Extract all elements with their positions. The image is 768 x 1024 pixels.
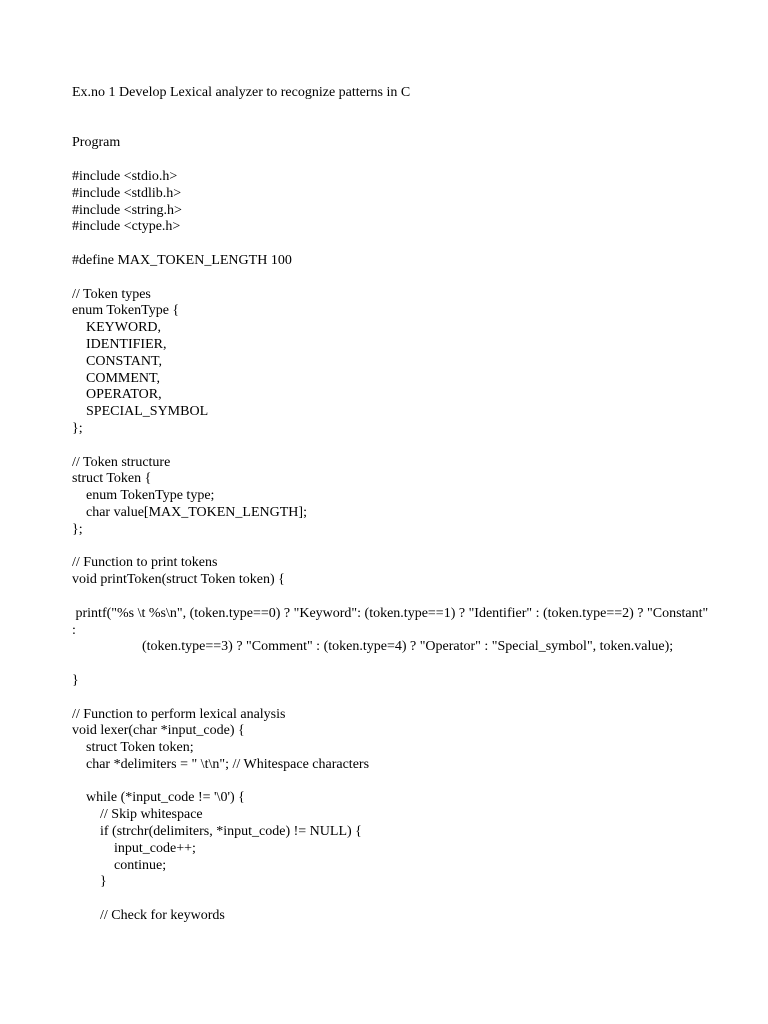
program-heading: Program (72, 135, 121, 150)
code-line: #include <string.h> (72, 202, 182, 218)
code-line: SPECIAL_SYMBOL (72, 404, 209, 420)
code-line: // Skip whitespace (72, 807, 203, 823)
code-line: KEYWORD, (72, 320, 162, 336)
code-line: COMMENT, (72, 370, 161, 386)
code-line: printf("%s \t %s\n", (token.type==0) ? "Keyword": (token.type==1) ? "Identifier" : (token.type==2) ? "Constant" : (72, 605, 712, 638)
code-line (72, 891, 712, 908)
code-line: while (*input_code != '\0') { (72, 790, 245, 806)
code-line (72, 690, 712, 707)
code-line: OPERATOR, (72, 387, 162, 403)
code-line: // Token structure (72, 454, 171, 470)
code-line: #include <ctype.h> (72, 219, 181, 235)
code-line: enum TokenType type; (72, 488, 215, 504)
code-line (72, 656, 712, 673)
code-line (72, 589, 712, 606)
code-line: // Check for keywords (72, 908, 225, 924)
code-line: continue; (72, 857, 167, 873)
code-line (72, 438, 712, 455)
code-line (72, 539, 712, 556)
code-line: // Token types (72, 286, 151, 302)
code-line (72, 270, 712, 287)
code-line (72, 774, 712, 791)
code-line: #include <stdlib.h> (72, 185, 182, 201)
code-line: char *delimiters = " \t\n"; // Whitespace characters (72, 756, 370, 772)
code-line: // Function to print tokens (72, 555, 218, 571)
code-line: CONSTANT, (72, 353, 163, 369)
code-line: }; (72, 420, 83, 436)
code-line: // Function to perform lexical analysis (72, 706, 286, 722)
code-line: }; (72, 521, 83, 537)
code-line: (token.type==3) ? "Comment" : (token.type=4) ? "Operator" : "Special_symbol", token.value); (72, 639, 674, 655)
code-line: input_code++; (72, 840, 196, 856)
code-line: void printToken(struct Token token) { (72, 572, 285, 588)
code-listing (72, 169, 712, 925)
code-line: enum TokenType { (72, 303, 180, 319)
code-line: } (72, 672, 79, 688)
code-line: struct Token { (72, 471, 152, 487)
code-line: struct Token token; (72, 740, 194, 756)
code-line: if (strchr(delimiters, *input_code) != NULL) { (72, 824, 362, 840)
exercise-title: Ex.no 1 Develop Lexical analyzer to recognize patterns in C (72, 85, 411, 100)
code-line: #include <stdio.h> (72, 169, 178, 184)
code-line: void lexer(char *input_code) { (72, 723, 245, 739)
code-line: char value[MAX_TOKEN_LENGTH]; (72, 504, 307, 520)
code-line (72, 236, 712, 253)
code-line: IDENTIFIER, (72, 336, 167, 352)
code-line: #define MAX_TOKEN_LENGTH 100 (72, 252, 292, 268)
code-line: } (72, 874, 107, 890)
